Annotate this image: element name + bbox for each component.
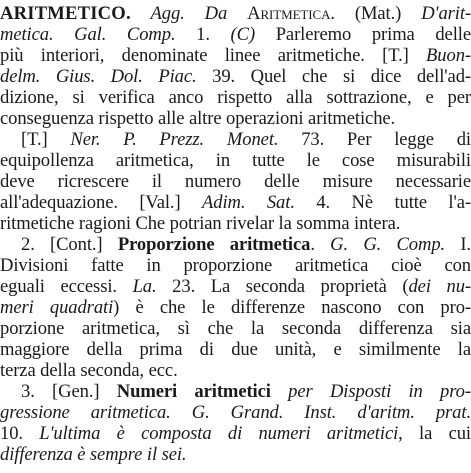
entry-text-segment: meri quadrati [0,297,114,318]
entry-text-segment: 1. [175,24,231,45]
entry-text-segment: Adim. Sat. [202,192,295,213]
entry-text-segment: porzione aritmetica, sì che la seconda differenza sia [0,318,471,339]
entry-text-segment: ARITMETICO [0,3,126,24]
entry-text-segment: . [125,3,151,24]
entry-text-segment: equipollenza aritmetica, in tutte le cose misurabili [0,150,471,171]
entry-text-segment: eguali eccessi. [0,276,133,297]
entry-text-segment: 3. [Gen.] [21,381,117,402]
entry-text-segment: . (Mat.) [330,3,422,24]
entry-text-segment: Buon- [426,45,471,66]
entry-text-segment: differenza è sempre il sei. [0,444,187,465]
entry-text-segment: 73. Per legge di [278,129,471,150]
entry-text-segment: all'adequazione. [Val.] [0,192,203,213]
entry-text-segment: Divisioni fatte in proporzione aritmetica cioè con [0,255,471,276]
entry-text-segment: L'ultima è composta di numeri aritmetici [39,423,399,444]
entry-text-segment: Ner. P. Prezz. Monet. [70,129,279,150]
entry-text-segment: terza della seconda, ecc. [0,360,178,381]
entry-text-segment: [T.] [21,129,71,150]
entry-text-segment: per Disposti in pro- [288,381,471,402]
entry-text-segment: più interiori, denominate linee aritmetiche. [T.] [0,45,427,66]
entry-text-segment: ritmetiche ragioni Che potrian rivelar la somma intera. [0,213,401,234]
entry-text-segment: (C) [230,24,256,45]
entry-text-segment: 2. [Cont.] [21,234,118,255]
entry-text-segment: Proporzione aritmetica [117,234,311,255]
entry-text-segment: 4. Nè tutte l'a- [294,192,471,213]
entry-text-segment: delm. Gius. Dol. Piac. [0,66,197,87]
entry-text-segment: ) è che le differenze nascono con pro- [113,297,471,318]
entry-text-segment [271,381,288,402]
entry-text-segment: 39. Quel che si dice dell'ad- [196,66,471,87]
entry-text-segment: 23. La seconda proprietà ( [156,276,409,297]
entry-text-segment: Parleremo prima delle [255,24,471,45]
entry-text-segment: gressione aritmetica. G. Grand. Inst. d'aritm. prat. [0,402,471,423]
entry-text-segment: , la cui [398,423,471,444]
entry-text-segment: Numeri aritmetici [116,381,271,402]
entry-text-segment: conseguenza rispetto alle altre operazioni aritmetiche. [0,108,396,129]
entry-text-segment: . [310,234,331,255]
entry-text-segment: dei nu- [408,276,471,297]
entry-text-segment: maggiore della prima di due unità, e similmente la [0,339,471,360]
entry-text-segment: deve ricrescere il numero delle misure necessarie [0,171,471,192]
entry-text-segment: La. [132,276,157,297]
entry-text-segment: G. G. Comp. [330,234,446,255]
entry-text-segment: D'arit- [421,3,471,24]
entry-text-segment: I. [445,234,471,255]
entry-text-segment: Agg. Da [150,3,248,24]
entry-text-segment: dizione, si verifica anco rispetto alla sottrazione, e per [0,87,471,108]
entry-text-segment: metica. Gal. Comp. [0,24,176,45]
entry-text-segment: 10. [0,423,40,444]
entry-line-22 [0,442,471,467]
entry-text-segment: Aritmetica [247,3,331,24]
